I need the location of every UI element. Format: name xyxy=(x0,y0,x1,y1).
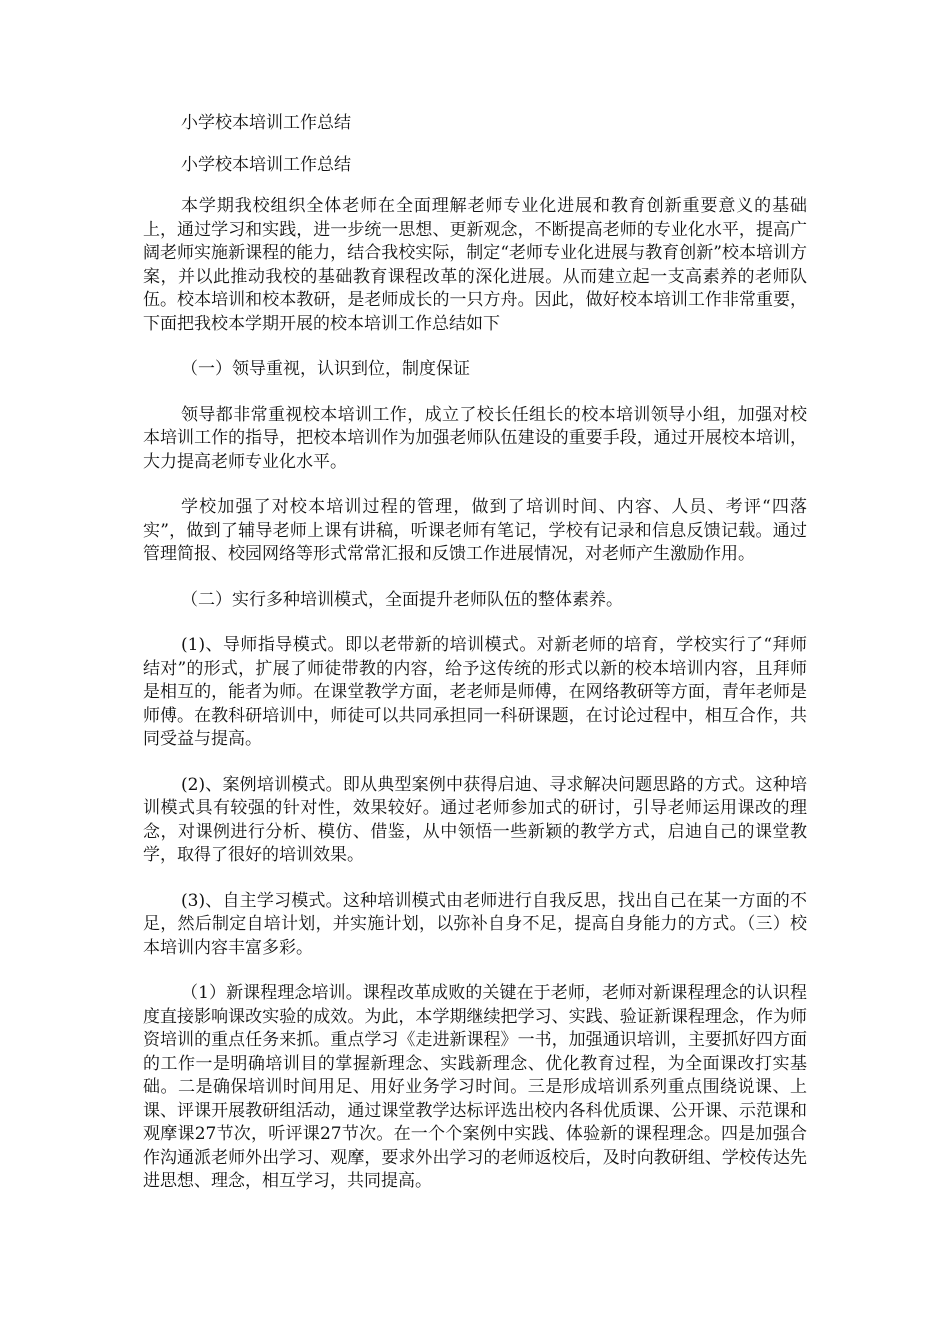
intro-paragraph: 本学期我校组织全体老师在全面理解老师专业化进展和教育创新重要意义的基础上，通过学习和实践，进一步统一思想、更新观念，不断提高老师的专业化水平，提高广阔老师实施新课程的能力，结合我校实际，制定“老师专业化进展与教育创新”校本培训方案，并以此推动我校的基础教育课程改革的深化进展。从而建立起一支高素养的老师队伍。校本培训和校本教研，是老师成长的一只方舟。因此，做好校本培训工作非常重要，下面把我校本学期开展的校本培训工作总结如下 xyxy=(143,196,807,334)
paragraph-mentor-mode: (1)、导师指导模式。即以老带新的培训模式。对新老师的培育，学校实行了“拜师结对”的形式，扩展了师徒带教的内容，给予这传统的形式以新的校本培训内容，且拜师是相互的，能者为师。在课堂教学方面，老老师是师傅，在网络教研等方面，青年老师是师傅。在教科研培训中，师徒可以共同承担同一科研课题，在讨论过程中，相互合作，共同受益与提高。 xyxy=(143,635,807,749)
section-heading-2: （二）实行多种培训模式，全面提升老师队伍的整体素养。 xyxy=(181,589,623,610)
document-title: 小学校本培训工作总结 xyxy=(181,113,351,133)
paragraph-curriculum-training: （1）新课程理念培训。课程改革成败的关键在于老师，老师对新课程理念的认识程度直接影响课改实验的成效。为此，本学期继续把学习、实践、验证新课程理念，作为师资培训的重点任务来抓。重点学习《走进新课程》一书，加强通识培训，主要抓好四方面的工作一是明确培训目的掌握新理念、实践新理念、优化教育过程，为全面课改打实基础。二是确保培训时间用足、用好业务学习时间。三是形成培训系列重点围绕说课、上课、评课开展教研组活动，通过课堂教学达标评选出校内各科优质课、公开课、示范课和观摩课27节次，听评课27节次。在一个个案例中实践、体验新的课程理念。四是加强合作沟通派老师外出学习、观摩，要求外出学习的老师返校后，及时向教研组、学校传达先进思想、理念，相互学习，共同提高。 xyxy=(143,983,807,1191)
section-heading-1: （一）领导重视，认识到位，制度保证 xyxy=(181,359,470,379)
document-subtitle: 小学校本培训工作总结 xyxy=(181,154,351,175)
paragraph-case-mode: (2)、案例培训模式。即从典型案例中获得启迪、寻求解决问题思路的方式。这种培训模式具有较强的针对性，效果较好。通过老师参加式的研讨，引导老师运用课改的理念，对课例进行分析、模仿、借鉴，从中领悟一些新颖的教学方式，启迪自己的课堂教学，取得了很好的培训效果。 xyxy=(143,774,807,865)
paragraph-leadership: 领导都非常重视校本培训工作，成立了校长任组长的校本培训领导小组，加强对校本培训工作的指导，把校本培训作为加强老师队伍建设的重要手段，通过开展校本培训，大力提高老师专业化水平。 xyxy=(143,404,807,472)
paragraph-self-study-mode: (3)、自主学习模式。这种培训模式由老师进行自我反思，找出自己在某一方面的不足，然后制定自培计划，并实施计划，以弥补自身不足，提高自身能力的方式。（三）校本培训内容丰富多彩。 xyxy=(143,890,807,958)
paragraph-management: 学校加强了对校本培训过程的管理，做到了培训时间、内容、人员、考评“四落实”，做到了辅导老师上课有讲稿，听课老师有笔记，学校有记录和信息反馈记载。通过管理简报、校园网络等形式常常汇报和反馈工作进展情况，对老师产生激励作用。 xyxy=(143,497,807,564)
